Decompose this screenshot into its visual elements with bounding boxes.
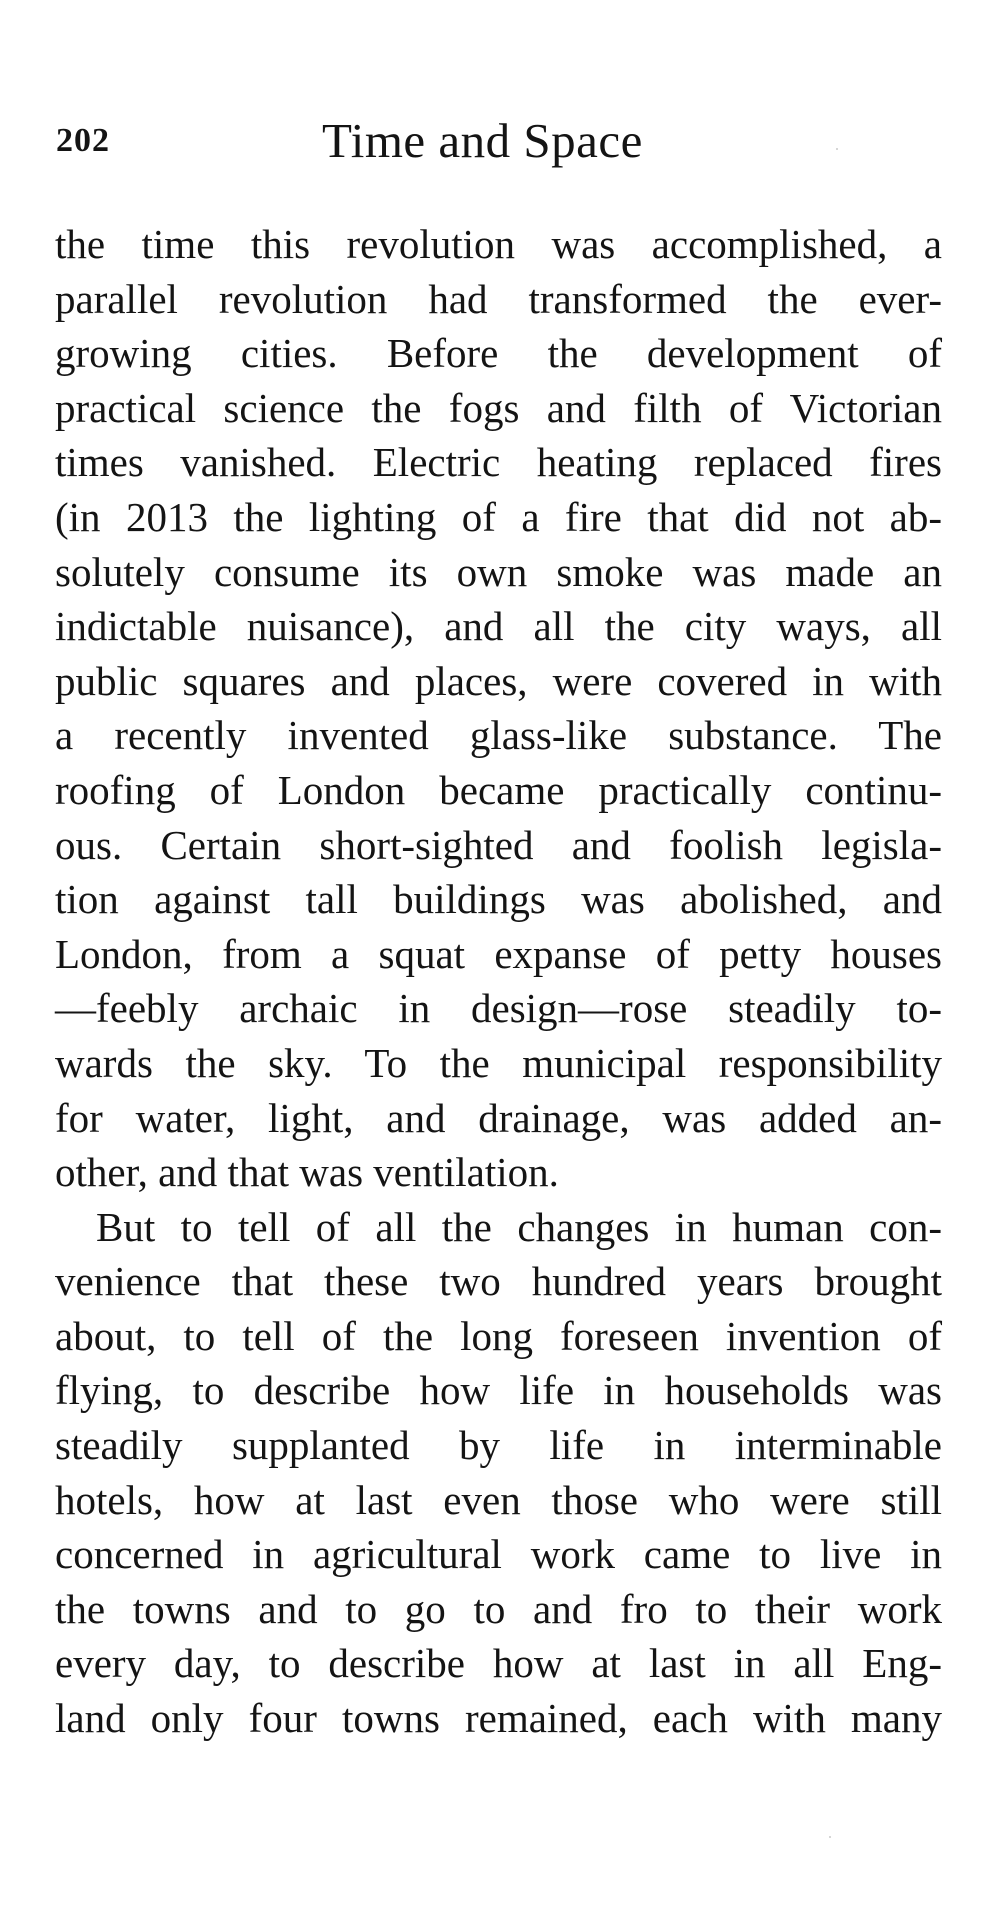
- text-line: (in 2013 the lighting of a fire that did not ab-: [55, 493, 942, 540]
- text-line: growing cities. Before the development of: [55, 330, 942, 377]
- text-line: the towns and to go to and fro to their work: [55, 1585, 942, 1632]
- text-line: a recently invented glass-like substance. The: [55, 712, 942, 759]
- text-line: tion against tall buildings was abolished, and: [55, 876, 942, 923]
- text-line: hotels, how at last even those who were still: [55, 1476, 942, 1523]
- text-line: steadily supplanted by life in interminable: [55, 1422, 942, 1469]
- text-line: about, to tell of the long foreseen invention of: [55, 1312, 942, 1359]
- paragraph-1: [55, 217, 942, 1200]
- paragraph-2: [55, 1200, 942, 1746]
- body-text: [55, 217, 942, 1746]
- text-line: concerned in agricultural work came to live in: [55, 1531, 942, 1578]
- text-line: wards the sky. To the municipal responsibility: [55, 1039, 942, 1086]
- paper-speck: [836, 148, 838, 150]
- text-line: venience that these two hundred years brought: [55, 1258, 942, 1305]
- text-line: every day, to describe how at last in all Eng-: [55, 1640, 942, 1687]
- text-line: other, and that was ventilation.: [55, 1149, 559, 1196]
- text-line: flying, to describe how life in households was: [55, 1367, 942, 1414]
- paper-speck: [829, 1836, 831, 1838]
- text-line: indictable nuisance), and all the city ways, all: [55, 603, 942, 650]
- running-title: Time and Space: [322, 113, 643, 168]
- text-line: practical science the fogs and filth of Victorian: [55, 384, 942, 431]
- text-line: London, from a squat expanse of petty houses: [55, 930, 942, 977]
- text-line: ous. Certain short-sighted and foolish legisla-: [55, 821, 942, 868]
- running-head: [56, 112, 936, 172]
- text-line: for water, light, and drainage, was added an-: [55, 1094, 942, 1141]
- text-line: public squares and places, were covered in with: [55, 657, 942, 704]
- text-line: parallel revolution had transformed the ever-: [55, 275, 942, 322]
- text-line: the time this revolution was accomplished, a: [55, 221, 942, 267]
- text-line: land only four towns remained, each with many: [55, 1695, 942, 1742]
- text-line: —feebly archaic in design—rose steadily to-: [55, 985, 942, 1032]
- text-line: roofing of London became practically continu-: [55, 766, 942, 813]
- text-line: solutely consume its own smoke was made an: [55, 548, 942, 595]
- text-line: But to tell of all the changes in human con-: [96, 1203, 942, 1250]
- text-line: times vanished. Electric heating replaced fires: [55, 439, 942, 486]
- page-number: 202: [56, 122, 110, 159]
